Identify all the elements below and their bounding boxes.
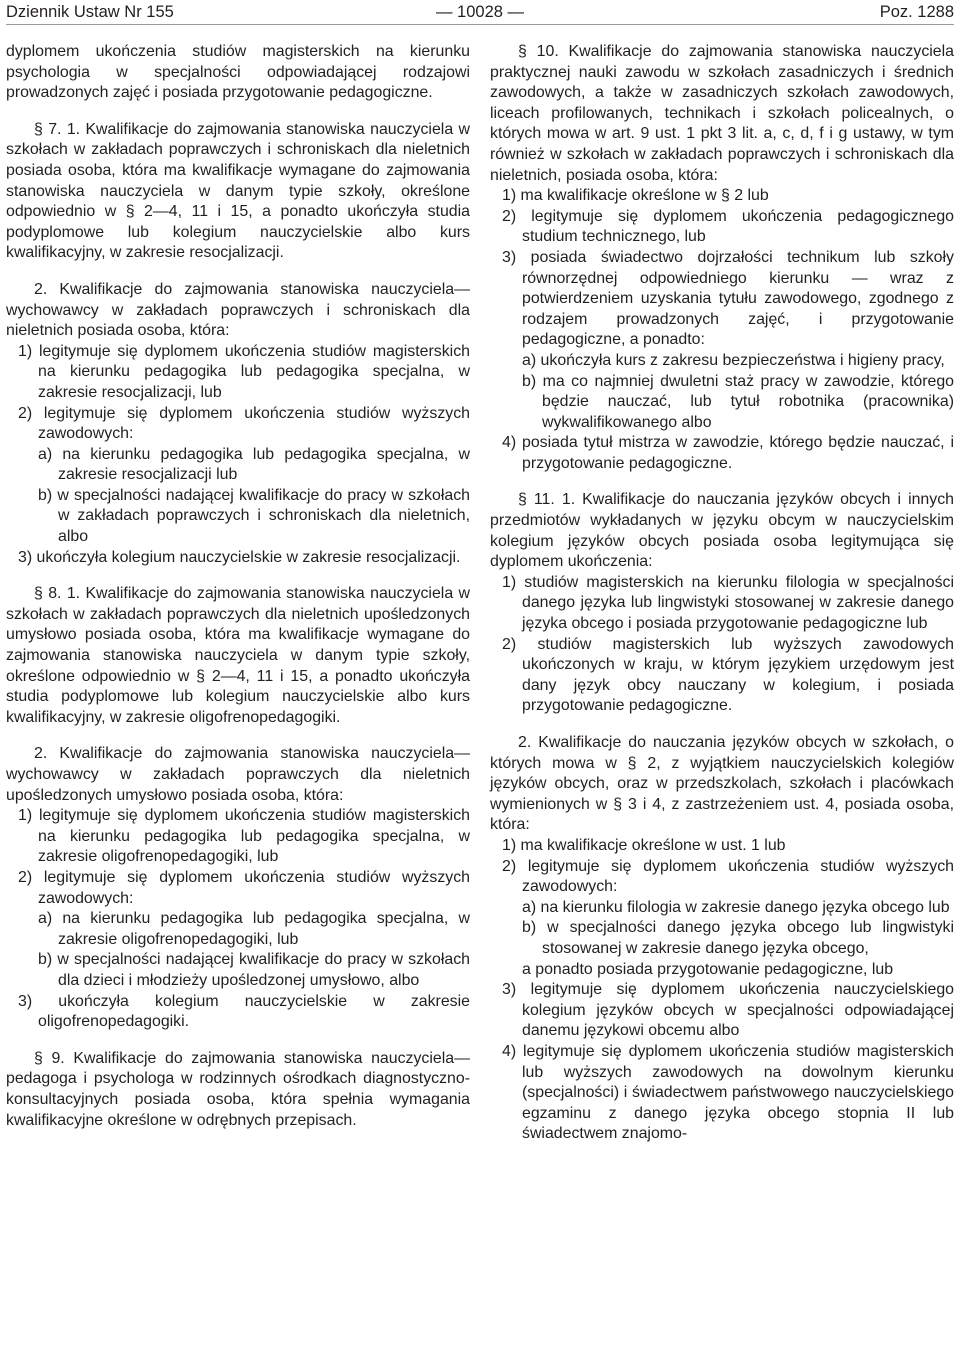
section-8-2: 2. Kwalifikacje do zajmowania stanowiska nauczyciela—wychowawcy w zakładach poprawczych dla nieletnich upośledzonych umysłowo posiada osoba, która: xyxy=(6,745,470,804)
section-10: § 10. Kwalifikacje do zajmowania stanowiska nauczyciela praktycznej nauki zawodu w szkołach zasadniczych i średnich zawodowych, a także w zasadniczych szkołach zawodowych, liceach profilowanych, technikach i szkołach policealnych, o których mowa w art. 9 ust. 1 pkt 3 lit. a, c, d, f i g ustawy, w tym również w szkołach w zakładach poprawczych i schroniskach dla nieletnich, posiada osoba, która: xyxy=(490,43,954,184)
list-item: 3) legitymuje się dyplomem ukończenia nauczycielskiego kolegium języków obcych w specjalności odpowiadającej danemu językowi obcemu albo xyxy=(502,981,954,1040)
sub-list-item: b) ma co najmniej dwuletni staż pracy w zawodzie, którego będzie nauczać, lub tytuł robotnika (pracownika) wykwalifikowanego albo xyxy=(522,372,954,431)
list-item: 2) legitymuje się dyplomem ukończenia studiów wyższych zawodowych: xyxy=(18,868,470,907)
sub-list-item: a) na kierunku filologia w zakresie danego języka obcego lub xyxy=(522,898,950,916)
list-item: 1) ma kwalifikacje określone w ust. 1 lub xyxy=(502,836,786,854)
list-item: 1) ma kwalifikacje określone w § 2 lub xyxy=(502,187,769,205)
section-7-2: 2. Kwalifikacje do zajmowania stanowiska nauczyciela—wychowawcy w zakładach poprawczych i schroniskach dla nieletnich posiada osoba, która: xyxy=(6,280,470,340)
sub-list-item: a) na kierunku pedagogika lub pedagogika specjalna, w zakresie resocjalizacji lub xyxy=(38,445,470,484)
section-11-2: 2. Kwalifikacje do nauczania języków obcych w szkołach, o których mowa w § 2, z wyjątkiem nauczycielskich kolegiów języków obcych, oraz w przedszkolach, szkołach i placówkach wymienionych w § 3 i 4, z zastrzeżeniem ust. 4, posiada osoba, która: xyxy=(490,734,954,834)
right-column xyxy=(490,42,954,1145)
journal-title: Dziennik Ustaw Nr 155 xyxy=(6,2,174,21)
list-item: 3) ukończyła kolegium nauczycielskie w zakresie oligofrenopedagogiki. xyxy=(18,992,470,1031)
list-item-continuation: a ponadto posiada przygotowanie pedagogiczne, lub xyxy=(522,960,894,978)
list-item: 4) posiada tytuł mistrza w zawodzie, którego będzie nauczać, i przygotowanie pedagogiczne. xyxy=(502,434,954,472)
list-item: 3) posiada świadectwo dojrzałości technikum lub szkoły równorzędnej odpowiedniego kierunku — wraz z potwierdzeniem uzyskania tytułu zawodowego, zgodnego z rodzajem prowadzonych zajęć, i przygotowanie pedagogiczne, a ponadto: xyxy=(502,248,954,349)
section-8-1: § 8. 1. Kwalifikacje do zajmowania stanowiska nauczyciela w szkołach w zakładach poprawczych dla nieletnich upośledzonych umysłowo posiada osoba, która ma kwalifikacje wymagane do zajmowania stanowiska nauczyciela w danym typie szkoły, określone odpowiednio w § 2—4, 11 i 15, a ponadto ukończyła studia podyplomowe lub kolegium nauczycielskie albo kurs kwalifikacyjny, w zakresie oligofrenopedagogiki. xyxy=(6,585,470,726)
sub-list-item: b) w specjalności nadającej kwalifikacje do pracy w szkołach dla dzieci i młodzieży upośledzonej umysłowo, albo xyxy=(38,951,470,989)
list-item: 2) legitymuje się dyplomem ukończenia pedagogicznego studium technicznego, lub xyxy=(502,207,954,246)
left-column xyxy=(6,42,470,1131)
item-number: Poz. 1288 xyxy=(879,2,954,21)
list-item: 3) ukończyła kolegium nauczycielskie w zakresie resocjalizacji. xyxy=(18,548,461,566)
list-item: 2) legitymuje się dyplomem ukończenia studiów wyższych zawodowych: xyxy=(502,857,954,896)
sub-list-item: b) w specjalności nadającej kwalifikacje do pracy w szkołach w zakładach poprawczych i schroniskach dla nieletnich, albo xyxy=(38,486,470,546)
section-7-1: § 7. 1. Kwalifikacje do zajmowania stanowiska nauczyciela w szkołach w zakładach poprawczych i schroniskach dla nieletnich posiada osoba, która ma kwalifikacje wymagane do zajmowania stanowiska nauczyciela w danym typie szkoły, określone odpowiednio w § 2—4, 11 i 15, a ponadto ukończyła studia podyplomowe lub kolegium nauczycielskie albo kurs kwalifikacyjny, w zakresie resocjalizacji. xyxy=(6,120,470,262)
section-11-1: § 11. 1. Kwalifikacje do nauczania języków obcych i innych przedmiotów wykładanych w języku obcym w nauczycielskim kolegium języków obcych posiada osoba legitymująca się dyplomem ukończenia: xyxy=(490,491,954,571)
sub-list-item: a) ukończyła kurs z zakresu bezpieczeństwa i higieny pracy, xyxy=(522,351,945,369)
section-9: § 9. Kwalifikacje do zajmowania stanowiska nauczyciela—pedagoga i psychologa w rodzinnych ośrodkach diagnostyczno-konsultacyjnych posiada osoba, która spełnia wymagania kwalifikacyjne określone w odrębnych przepisach. xyxy=(6,1049,470,1129)
list-item: 2) legitymuje się dyplomem ukończenia studiów wyższych zawodowych: xyxy=(18,404,470,443)
list-item: 2) studiów magisterskich lub wyższych zawodowych ukończonych w kraju, w którym językiem urzędowym jest dany język obcy nauczany w kolegium, i posiada przygotowanie pedagogiczne. xyxy=(502,635,954,715)
sub-list-item: b) w specjalności danego języka obcego lub lingwistyki stosowanej w zakresie danego języka obcego, xyxy=(522,919,954,957)
list-item: 1) studiów magisterskich na kierunku filologia w specjalności danego języka lub lingwistyki stosowanej w zakresie danego języka obcego i posiada przygotowanie pedagogiczne lub xyxy=(502,573,954,633)
page-number: — 10028 — xyxy=(435,2,525,21)
list-item: 4) legitymuje się dyplomem ukończenia studiów magisterskich lub wyższych zawodowych na dowolnym kierunku (specjalności) i świadectwem państwowego nauczycielskiego egzaminu z danego języka obcego stopnia II lub świadectwem znajomo- xyxy=(502,1042,954,1143)
list-item: 1) legitymuje się dyplomem ukończenia studiów magisterskich na kierunku pedagogika lub pedagogika specjalna, w zakresie oligofrenopedagogiki, lub xyxy=(18,807,470,866)
sub-list-item: a) na kierunku pedagogika lub pedagogika specjalna, w zakresie oligofrenopedagogiki, lub xyxy=(38,910,470,948)
page-header xyxy=(6,0,954,25)
paragraph-continuation: dyplomem ukończenia studiów magisterskich na kierunku psychologia w specjalności odpowiadającej rodzajowi prowadzonych zajęć i posiada przygotowanie pedagogiczne. xyxy=(6,43,470,102)
list-item: 1) legitymuje się dyplomem ukończenia studiów magisterskich na kierunku pedagogika lub pedagogika specjalna, w zakresie resocjalizacji, lub xyxy=(18,342,470,401)
